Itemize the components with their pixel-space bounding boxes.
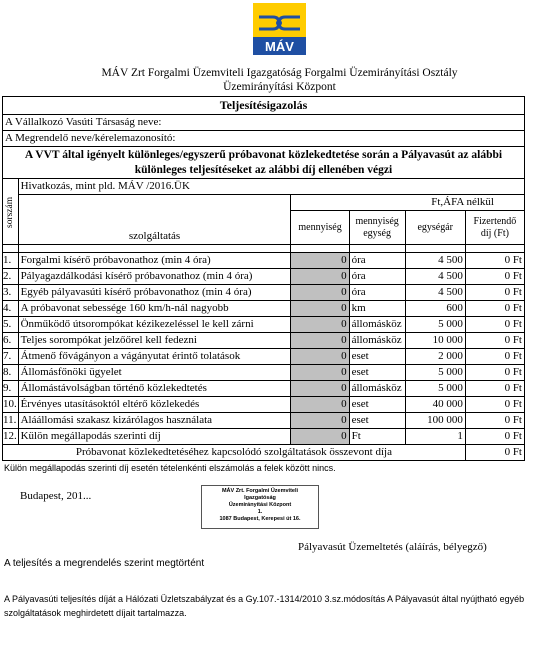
- row-number: 10.: [3, 397, 19, 413]
- row-number: 1.: [3, 253, 19, 269]
- row-unit-price: 4 500: [405, 285, 465, 301]
- row-service: Egyéb pályavasúti kísérő próbavonathoz (min 4 óra): [18, 285, 291, 301]
- service-row: [3, 413, 525, 429]
- row-number: 3.: [3, 285, 19, 301]
- row-unit-price: 4 500: [405, 253, 465, 269]
- row-unit-price: 5 000: [405, 365, 465, 381]
- row-service: Külön megállapodás szerinti díj: [18, 429, 291, 445]
- row-unit-price: 2 000: [405, 349, 465, 365]
- row-service: Forgalmi kísérő próbavonathoz (min 4 óra): [18, 253, 291, 269]
- row-fee: 0 Ft: [465, 333, 524, 349]
- service-row: [3, 429, 525, 445]
- row-unit-price: 5 000: [405, 381, 465, 397]
- row-fee: 0 Ft: [465, 269, 524, 285]
- service-row: [3, 269, 525, 285]
- row-number: 2.: [3, 269, 19, 285]
- confirmation-text: A teljesítés a megrendelés szerint megtörtént: [4, 558, 205, 569]
- row-fee: 0 Ft: [465, 301, 524, 317]
- row-quantity-input[interactable]: 0: [291, 397, 349, 413]
- row-quantity-input[interactable]: 0: [291, 285, 349, 301]
- stamp-line-2: Igazgatóság: [244, 495, 276, 501]
- row-unit-price: 600: [405, 301, 465, 317]
- note-text: Külön megállapodás szerinti díj esetén tételenkénti elszámolás a felek között nincs.: [4, 463, 336, 473]
- row-service: Érvényes utasításoktól eltérő közlekedés: [18, 397, 291, 413]
- row-service: Pályagazdálkodási kísérő próbavonathoz (min 4 óra): [18, 269, 291, 285]
- row-unit: állomásköz: [349, 381, 405, 397]
- intro-text: A VVT által igényelt különleges/egyszerű próbavonat közlekedtetése során a Pályavasút az alábbi különleges teljesítéseket az alábbi díj ellenében végzi: [3, 147, 525, 179]
- row-number: 6.: [3, 333, 19, 349]
- row-unit: eset: [349, 397, 405, 413]
- row-number: 8.: [3, 365, 19, 381]
- row-quantity-input[interactable]: 0: [291, 333, 349, 349]
- row-unit: állomásköz: [349, 317, 405, 333]
- row-unit: állomásköz: [349, 333, 405, 349]
- row-number: 5.: [3, 317, 19, 333]
- row-quantity-input[interactable]: 0: [291, 429, 349, 445]
- row-unit: eset: [349, 349, 405, 365]
- service-row: [3, 349, 525, 365]
- form-sheet: [2, 96, 525, 461]
- row-fee: 0 Ft: [465, 317, 524, 333]
- service-row: [3, 397, 525, 413]
- row-quantity-input[interactable]: 0: [291, 253, 349, 269]
- service-table: [2, 96, 525, 461]
- row-number: 11.: [3, 413, 19, 429]
- mav-logo: [253, 3, 306, 55]
- header-line-2: Üzemirányítási Központ: [223, 81, 336, 93]
- row-service: Aláállomási szakasz kizárólagos használata: [18, 413, 291, 429]
- row-service: Állomásfőnöki ügyelet: [18, 365, 291, 381]
- row-unit-price: 1: [405, 429, 465, 445]
- service-row: [3, 381, 525, 397]
- row-fee: 0 Ft: [465, 285, 524, 301]
- row-service: Átmenő fővágányon a vágányutat érintő tolatások: [18, 349, 291, 365]
- service-row: [3, 317, 525, 333]
- row-fee: 0 Ft: [465, 253, 524, 269]
- row-fee: 0 Ft: [465, 429, 524, 445]
- row-quantity-input[interactable]: 0: [291, 365, 349, 381]
- row-unit-price: 4 500: [405, 269, 465, 285]
- row-fee: 0 Ft: [465, 413, 524, 429]
- row-unit: óra: [349, 285, 405, 301]
- row-service: A próbavonat sebessége 160 km/h-nál nagyobb: [18, 301, 291, 317]
- total-label: Próbavonat közlekedtetéséhez kapcsolódó szolgáltatások összevont díja: [3, 445, 466, 461]
- official-stamp: [201, 485, 319, 529]
- stamp-line-1: MÁV Zrt. Forgalmi Üzemviteli: [221, 488, 299, 494]
- col-unit-header: mennyiség egység: [349, 211, 405, 245]
- row-number: 4.: [3, 301, 19, 317]
- col-serial-header: sorszám: [3, 179, 19, 245]
- row-unit-price: 100 000: [405, 413, 465, 429]
- row-service: Állomástávolságban történő közlekedtetés: [18, 381, 291, 397]
- row-quantity-input[interactable]: 0: [291, 269, 349, 285]
- service-row: [3, 301, 525, 317]
- row-service: Teljes sorompókat jelzőőrel kell fedezni: [18, 333, 291, 349]
- col-fee-header: Fizertendő díj (Ft): [465, 211, 524, 245]
- stamp-line-5: 1087 Budapest, Kerepesi út 16.: [219, 516, 301, 522]
- service-row: [3, 285, 525, 301]
- footer-text: A Pályavasúti teljesítés díját a Hálózati Üzletszabályzat és a Gy.107.-1314/2010 3.sz.módosítás A Pályavasút által nyújtható egyéb szolgáltatások meghirdetett díjait tartalmazza.: [4, 594, 525, 618]
- row-number: 7.: [3, 349, 19, 365]
- customer-label: A Megrendelő neve/kérelemazonosító:: [3, 131, 525, 147]
- row-fee: 0 Ft: [465, 365, 524, 381]
- company-label: A Vállalkozó Vasúti Társaság neve:: [3, 115, 525, 131]
- row-quantity-input[interactable]: 0: [291, 317, 349, 333]
- row-unit: eset: [349, 365, 405, 381]
- stamp-line-4: 1.: [257, 509, 263, 515]
- reference-field[interactable]: Hivatkozás, mint pld. MÁV /2016.ÜK: [18, 179, 524, 195]
- col-service-header: szolgáltatás: [18, 195, 291, 245]
- header-line-1: MÁV Zrt Forgalmi Üzemviteli Igazgatóság Forgalmi Üzemirányítási Osztály: [101, 67, 458, 79]
- row-unit: eset: [349, 413, 405, 429]
- row-quantity-input[interactable]: 0: [291, 301, 349, 317]
- row-fee: 0 Ft: [465, 349, 524, 365]
- row-quantity-input[interactable]: 0: [291, 381, 349, 397]
- row-number: 9.: [3, 381, 19, 397]
- col-price-header: egységár: [405, 211, 465, 245]
- signature-label: Pályavasút Üzemeltetés (aláírás, bélyegző): [298, 541, 487, 553]
- row-unit: Ft: [349, 429, 405, 445]
- service-row: [3, 253, 525, 269]
- logo-text: MÁV: [265, 39, 294, 54]
- row-fee: 0 Ft: [465, 381, 524, 397]
- col-qty-header: mennyiség: [291, 211, 349, 245]
- stamp-line-3: Üzemirányítási Központ: [228, 502, 292, 508]
- row-unit: óra: [349, 269, 405, 285]
- total-value: 0 Ft: [465, 445, 524, 461]
- row-fee: 0 Ft: [465, 397, 524, 413]
- place-date: Budapest, 201...: [20, 490, 92, 502]
- row-unit: óra: [349, 253, 405, 269]
- col-group-header: Ft,ÁFA nélkül: [291, 195, 525, 211]
- row-unit: km: [349, 301, 405, 317]
- service-row: [3, 333, 525, 349]
- row-unit-price: 10 000: [405, 333, 465, 349]
- doc-title: Teljesítésigazolás: [3, 97, 525, 115]
- row-service: Önműködő útsorompókat kézikezeléssel le kell zárni: [18, 317, 291, 333]
- row-quantity-input[interactable]: 0: [291, 413, 349, 429]
- row-unit-price: 5 000: [405, 317, 465, 333]
- service-row: [3, 365, 525, 381]
- row-unit-price: 40 000: [405, 397, 465, 413]
- row-quantity-input[interactable]: 0: [291, 349, 349, 365]
- row-number: 12.: [3, 429, 19, 445]
